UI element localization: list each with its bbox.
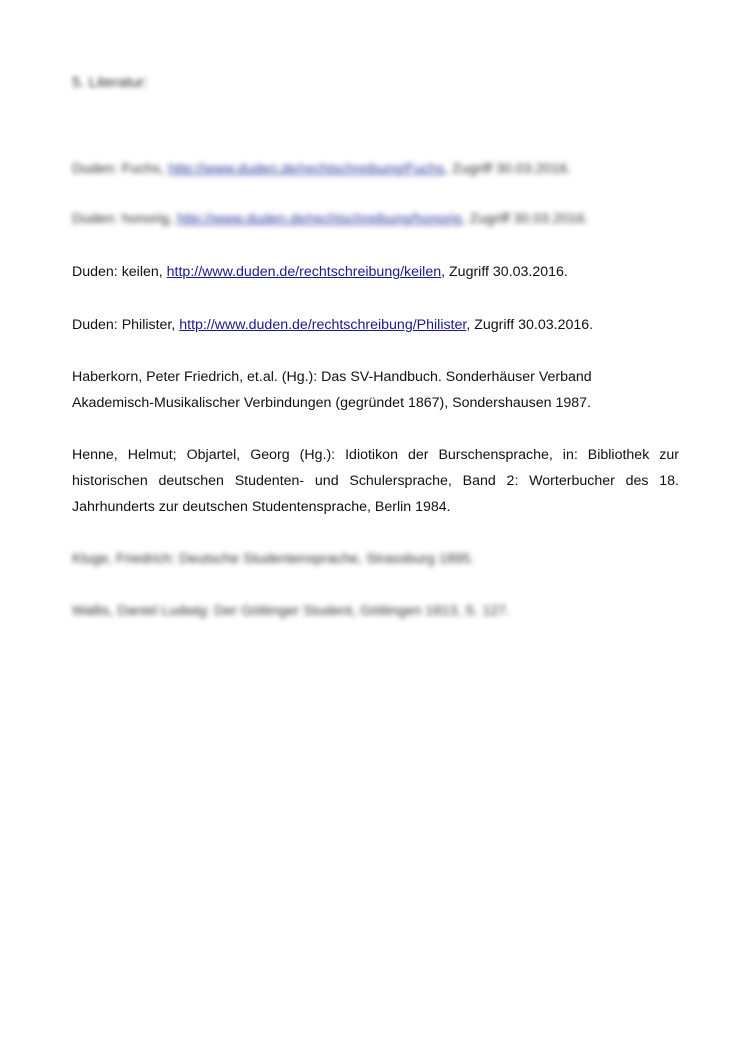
entry-line: Akademisch-Musikalischer Verbindungen (gegründet 1867), Sondershausen 1987. [72,395,591,411]
bibliography-entry: Kluge, Friedrich: Deutsche Studentensprache, Strassburg 1895. [72,551,475,567]
entry-link[interactable]: http://www.duden.de/rechtschreibung/Philister [179,317,467,333]
entry-link[interactable]: http://www.duden.de/rechtschreibung/honorig [176,211,462,227]
entry-suffix: , Zugriff 30.03.2016. [441,264,568,280]
entry-suffix: , Zugriff 30.03.2016. [461,211,589,227]
entry-link[interactable]: http://www.duden.de/rechtschreibung/Fuchs [168,161,445,177]
bibliography-entry [72,312,679,338]
entry-suffix: , Zugriff 30.03.2016. [444,161,571,177]
entry-suffix: , Zugriff 30.03.2016. [466,317,594,333]
section-heading: 5. Literatur: [72,74,148,91]
entry-prefix: Duden: keilen, [72,264,167,280]
bibliography-entry [72,259,679,285]
entry-prefix: Duden: honorig, [72,211,177,227]
bibliography-entry [72,206,679,232]
entry-prefix: Duden: Philister, [72,317,180,333]
entry-prefix: Duden: Fuchs, [72,161,169,177]
bibliography-entry: Henne, Helmut; Objartel, Georg (Hg.): Idiotikon der Burschensprache, in: Bibliothek zur historischen deutschen Studenten- und Schulersprache, Band 2: Worterbucher des 18. Jahrhunderts zur deutschen Studentensprache, Berlin 1984. [72,447,679,515]
bibliography-entry [72,156,679,182]
entry-line: Haberkorn, Peter Friedrich, et.al. (Hg.): Das SV-Handbuch. Sonderhäuser Verband [72,369,592,385]
bibliography-entry [72,364,679,416]
entry-link[interactable]: http://www.duden.de/rechtschreibung/keilen [166,264,442,280]
bibliography-entry: Wallis, Daniel Ludwig: Der Göttinger Student, Göttingen 1813, S. 127. [72,603,510,619]
